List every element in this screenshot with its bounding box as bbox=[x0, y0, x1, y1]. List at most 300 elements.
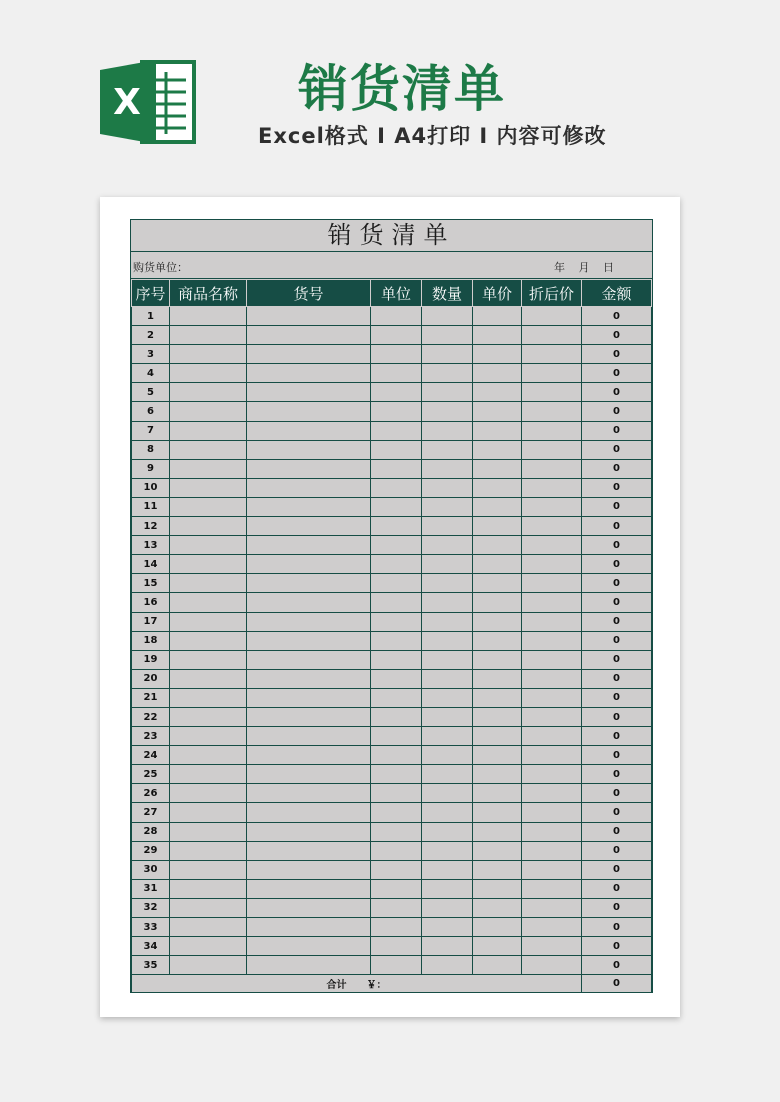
cell-amount[interactable]: 0 bbox=[582, 707, 652, 726]
page-subtitle: Excel格式 I A4打印 I 内容可修改 bbox=[258, 124, 607, 148]
col-header-no: 序号 bbox=[132, 280, 170, 307]
table-row bbox=[132, 574, 652, 593]
table-row bbox=[132, 879, 652, 898]
cell-product-name[interactable] bbox=[170, 326, 247, 345]
cell-no: 21 bbox=[132, 688, 170, 707]
table-row bbox=[132, 440, 652, 459]
cell-discount-price[interactable] bbox=[522, 459, 582, 478]
cell-discount-price[interactable] bbox=[522, 669, 582, 688]
cell-unit-price[interactable] bbox=[473, 707, 522, 726]
cell-amount[interactable]: 0 bbox=[582, 574, 652, 593]
cell-unit-price[interactable] bbox=[473, 364, 522, 383]
cell-product-name[interactable] bbox=[170, 364, 247, 383]
cell-unit[interactable] bbox=[371, 956, 422, 975]
cell-discount-price[interactable] bbox=[522, 879, 582, 898]
cell-unit-price[interactable] bbox=[473, 879, 522, 898]
cell-discount-price[interactable] bbox=[522, 688, 582, 707]
cell-discount-price[interactable] bbox=[522, 364, 582, 383]
cell-discount-price[interactable] bbox=[522, 727, 582, 746]
cell-product-name[interactable] bbox=[170, 497, 247, 516]
cell-product-name[interactable] bbox=[170, 707, 247, 726]
total-row bbox=[132, 975, 652, 993]
cell-quantity[interactable] bbox=[422, 822, 473, 841]
cell-product-name[interactable] bbox=[170, 574, 247, 593]
cell-quantity[interactable] bbox=[422, 650, 473, 669]
cell-no: 4 bbox=[132, 364, 170, 383]
table-row bbox=[132, 765, 652, 784]
cell-discount-price[interactable] bbox=[522, 421, 582, 440]
cell-no: 33 bbox=[132, 918, 170, 937]
cell-item-code[interactable] bbox=[247, 650, 371, 669]
cell-quantity[interactable] bbox=[422, 746, 473, 765]
cell-unit[interactable] bbox=[371, 536, 422, 555]
cell-amount[interactable]: 0 bbox=[582, 803, 652, 822]
cell-amount[interactable]: 0 bbox=[582, 345, 652, 364]
cell-quantity[interactable] bbox=[422, 707, 473, 726]
cell-item-code[interactable] bbox=[247, 421, 371, 440]
cell-unit[interactable] bbox=[371, 612, 422, 631]
cell-quantity[interactable] bbox=[422, 326, 473, 345]
cell-amount[interactable]: 0 bbox=[582, 459, 652, 478]
table-body bbox=[132, 307, 652, 975]
cell-product-name[interactable] bbox=[170, 898, 247, 917]
cell-unit[interactable] bbox=[371, 631, 422, 650]
cell-item-code[interactable] bbox=[247, 860, 371, 879]
cell-quantity[interactable] bbox=[422, 669, 473, 688]
col-header-unit: 单位 bbox=[371, 280, 422, 307]
cell-item-code[interactable] bbox=[247, 707, 371, 726]
cell-item-code[interactable] bbox=[247, 937, 371, 956]
cell-amount[interactable]: 0 bbox=[582, 536, 652, 555]
cell-unit-price[interactable] bbox=[473, 688, 522, 707]
cell-unit[interactable] bbox=[371, 707, 422, 726]
cell-unit[interactable] bbox=[371, 345, 422, 364]
cell-discount-price[interactable] bbox=[522, 574, 582, 593]
cell-unit-price[interactable] bbox=[473, 383, 522, 402]
cell-unit-price[interactable] bbox=[473, 669, 522, 688]
cell-product-name[interactable] bbox=[170, 746, 247, 765]
cell-unit[interactable] bbox=[371, 383, 422, 402]
cell-discount-price[interactable] bbox=[522, 517, 582, 536]
cell-no: 30 bbox=[132, 860, 170, 879]
cell-product-name[interactable] bbox=[170, 841, 247, 860]
cell-product-name[interactable] bbox=[170, 421, 247, 440]
cell-item-code[interactable] bbox=[247, 822, 371, 841]
cell-unit[interactable] bbox=[371, 669, 422, 688]
cell-unit-price[interactable] bbox=[473, 784, 522, 803]
cell-product-name[interactable] bbox=[170, 593, 247, 612]
cell-quantity[interactable] bbox=[422, 688, 473, 707]
cell-unit-price[interactable] bbox=[473, 536, 522, 555]
table-row bbox=[132, 459, 652, 478]
cell-item-code[interactable] bbox=[247, 918, 371, 937]
cell-unit[interactable] bbox=[371, 440, 422, 459]
cell-unit[interactable] bbox=[371, 574, 422, 593]
cell-no: 22 bbox=[132, 707, 170, 726]
cell-product-name[interactable] bbox=[170, 784, 247, 803]
cell-discount-price[interactable] bbox=[522, 593, 582, 612]
cell-amount[interactable]: 0 bbox=[582, 364, 652, 383]
cell-unit-price[interactable] bbox=[473, 478, 522, 497]
cell-unit-price[interactable] bbox=[473, 497, 522, 516]
cell-product-name[interactable] bbox=[170, 555, 247, 574]
cell-quantity[interactable] bbox=[422, 879, 473, 898]
cell-product-name[interactable] bbox=[170, 937, 247, 956]
cell-no: 34 bbox=[132, 937, 170, 956]
cell-amount[interactable]: 0 bbox=[582, 478, 652, 497]
cell-item-code[interactable] bbox=[247, 688, 371, 707]
cell-unit-price[interactable] bbox=[473, 345, 522, 364]
cell-discount-price[interactable] bbox=[522, 784, 582, 803]
cell-unit-price[interactable] bbox=[473, 765, 522, 784]
cell-item-code[interactable] bbox=[247, 898, 371, 917]
cell-no: 9 bbox=[132, 459, 170, 478]
cell-amount[interactable]: 0 bbox=[582, 383, 652, 402]
table-row bbox=[132, 555, 652, 574]
cell-unit[interactable] bbox=[371, 421, 422, 440]
cell-no: 35 bbox=[132, 956, 170, 975]
cell-quantity[interactable] bbox=[422, 727, 473, 746]
col-header-product-name: 商品名称 bbox=[170, 280, 247, 307]
cell-amount[interactable]: 0 bbox=[582, 421, 652, 440]
cell-product-name[interactable] bbox=[170, 440, 247, 459]
cell-item-code[interactable] bbox=[247, 879, 371, 898]
cell-item-code[interactable] bbox=[247, 478, 371, 497]
cell-amount[interactable]: 0 bbox=[582, 860, 652, 879]
cell-unit-price[interactable] bbox=[473, 555, 522, 574]
cell-product-name[interactable] bbox=[170, 536, 247, 555]
cell-amount[interactable]: 0 bbox=[582, 593, 652, 612]
cell-product-name[interactable] bbox=[170, 822, 247, 841]
cell-no: 27 bbox=[132, 803, 170, 822]
cell-amount[interactable]: 0 bbox=[582, 631, 652, 650]
cell-unit-price[interactable] bbox=[473, 650, 522, 669]
cell-no: 10 bbox=[132, 478, 170, 497]
cell-discount-price[interactable] bbox=[522, 402, 582, 421]
cell-unit[interactable] bbox=[371, 727, 422, 746]
cell-unit-price[interactable] bbox=[473, 746, 522, 765]
cell-no: 8 bbox=[132, 440, 170, 459]
cell-discount-price[interactable] bbox=[522, 497, 582, 516]
cell-no: 18 bbox=[132, 631, 170, 650]
cell-unit[interactable] bbox=[371, 784, 422, 803]
cell-no: 16 bbox=[132, 593, 170, 612]
cell-no: 11 bbox=[132, 497, 170, 516]
cell-discount-price[interactable] bbox=[522, 937, 582, 956]
cell-amount[interactable]: 0 bbox=[582, 727, 652, 746]
cell-unit[interactable] bbox=[371, 307, 422, 326]
cell-quantity[interactable] bbox=[422, 555, 473, 574]
cell-discount-price[interactable] bbox=[522, 383, 582, 402]
cell-amount[interactable]: 0 bbox=[582, 402, 652, 421]
table-row bbox=[132, 536, 652, 555]
cell-item-code[interactable] bbox=[247, 612, 371, 631]
cell-discount-price[interactable] bbox=[522, 860, 582, 879]
table-row bbox=[132, 688, 652, 707]
cell-unit[interactable] bbox=[371, 650, 422, 669]
cell-discount-price[interactable] bbox=[522, 536, 582, 555]
cell-discount-price[interactable] bbox=[522, 765, 582, 784]
cell-quantity[interactable] bbox=[422, 497, 473, 516]
cell-discount-price[interactable] bbox=[522, 841, 582, 860]
cell-quantity[interactable] bbox=[422, 898, 473, 917]
table-row bbox=[132, 841, 652, 860]
cell-item-code[interactable] bbox=[247, 746, 371, 765]
cell-item-code[interactable] bbox=[247, 307, 371, 326]
table-row bbox=[132, 669, 652, 688]
cell-quantity[interactable] bbox=[422, 440, 473, 459]
cell-item-code[interactable] bbox=[247, 765, 371, 784]
cell-discount-price[interactable] bbox=[522, 478, 582, 497]
cell-unit[interactable] bbox=[371, 879, 422, 898]
cell-product-name[interactable] bbox=[170, 402, 247, 421]
cell-amount[interactable]: 0 bbox=[582, 879, 652, 898]
cell-product-name[interactable] bbox=[170, 459, 247, 478]
cell-product-name[interactable] bbox=[170, 879, 247, 898]
cell-amount[interactable]: 0 bbox=[582, 898, 652, 917]
cell-amount[interactable]: 0 bbox=[582, 937, 652, 956]
cell-discount-price[interactable] bbox=[522, 918, 582, 937]
cell-no: 2 bbox=[132, 326, 170, 345]
cell-no: 12 bbox=[132, 517, 170, 536]
cell-unit-price[interactable] bbox=[473, 898, 522, 917]
cell-quantity[interactable] bbox=[422, 612, 473, 631]
cell-unit-price[interactable] bbox=[473, 841, 522, 860]
cell-unit[interactable] bbox=[371, 898, 422, 917]
table-row bbox=[132, 956, 652, 975]
cell-product-name[interactable] bbox=[170, 727, 247, 746]
cell-quantity[interactable] bbox=[422, 593, 473, 612]
cell-unit-price[interactable] bbox=[473, 860, 522, 879]
cell-unit-price[interactable] bbox=[473, 574, 522, 593]
cell-amount[interactable]: 0 bbox=[582, 822, 652, 841]
cell-unit-price[interactable] bbox=[473, 593, 522, 612]
cell-unit-price[interactable] bbox=[473, 822, 522, 841]
cell-no: 23 bbox=[132, 727, 170, 746]
cell-product-name[interactable] bbox=[170, 918, 247, 937]
cell-unit[interactable] bbox=[371, 326, 422, 345]
cell-unit[interactable] bbox=[371, 402, 422, 421]
cell-discount-price[interactable] bbox=[522, 612, 582, 631]
cell-unit-price[interactable] bbox=[473, 727, 522, 746]
cell-unit[interactable] bbox=[371, 459, 422, 478]
cell-unit[interactable] bbox=[371, 593, 422, 612]
col-header-quantity: 数量 bbox=[422, 280, 473, 307]
total-amount[interactable]: 0 bbox=[582, 975, 652, 993]
cell-quantity[interactable] bbox=[422, 803, 473, 822]
cell-amount[interactable]: 0 bbox=[582, 440, 652, 459]
cell-unit[interactable] bbox=[371, 497, 422, 516]
cell-quantity[interactable] bbox=[422, 517, 473, 536]
cell-amount[interactable]: 0 bbox=[582, 497, 652, 516]
cell-item-code[interactable] bbox=[247, 440, 371, 459]
cell-unit-price[interactable] bbox=[473, 326, 522, 345]
cell-amount[interactable]: 0 bbox=[582, 650, 652, 669]
cell-amount[interactable]: 0 bbox=[582, 688, 652, 707]
cell-quantity[interactable] bbox=[422, 574, 473, 593]
cell-amount[interactable]: 0 bbox=[582, 326, 652, 345]
cell-no: 29 bbox=[132, 841, 170, 860]
cell-amount[interactable]: 0 bbox=[582, 918, 652, 937]
sales-table bbox=[131, 279, 652, 992]
cell-item-code[interactable] bbox=[247, 497, 371, 516]
cell-discount-price[interactable] bbox=[522, 803, 582, 822]
cell-unit[interactable] bbox=[371, 364, 422, 383]
cell-item-code[interactable] bbox=[247, 574, 371, 593]
cell-amount[interactable]: 0 bbox=[582, 612, 652, 631]
cell-unit-price[interactable] bbox=[473, 421, 522, 440]
cell-item-code[interactable] bbox=[247, 727, 371, 746]
cell-item-code[interactable] bbox=[247, 631, 371, 650]
cell-quantity[interactable] bbox=[422, 364, 473, 383]
cell-unit-price[interactable] bbox=[473, 918, 522, 937]
cell-unit[interactable] bbox=[371, 918, 422, 937]
cell-product-name[interactable] bbox=[170, 669, 247, 688]
cell-amount[interactable]: 0 bbox=[582, 746, 652, 765]
cell-product-name[interactable] bbox=[170, 688, 247, 707]
cell-quantity[interactable] bbox=[422, 937, 473, 956]
cell-item-code[interactable] bbox=[247, 803, 371, 822]
cell-amount[interactable]: 0 bbox=[582, 307, 652, 326]
table-row bbox=[132, 478, 652, 497]
date-label: 年 月 日 bbox=[554, 261, 614, 274]
cell-discount-price[interactable] bbox=[522, 650, 582, 669]
cell-no: 14 bbox=[132, 555, 170, 574]
cell-unit[interactable] bbox=[371, 937, 422, 956]
table-row bbox=[132, 612, 652, 631]
cell-unit[interactable] bbox=[371, 746, 422, 765]
cell-item-code[interactable] bbox=[247, 383, 371, 402]
cell-quantity[interactable] bbox=[422, 459, 473, 478]
cell-quantity[interactable] bbox=[422, 784, 473, 803]
cell-amount[interactable]: 0 bbox=[582, 956, 652, 975]
cell-discount-price[interactable] bbox=[522, 555, 582, 574]
excel-logo-icon bbox=[100, 58, 198, 146]
cell-item-code[interactable] bbox=[247, 956, 371, 975]
cell-discount-price[interactable] bbox=[522, 631, 582, 650]
cell-item-code[interactable] bbox=[247, 669, 371, 688]
cell-product-name[interactable] bbox=[170, 383, 247, 402]
cell-unit-price[interactable] bbox=[473, 956, 522, 975]
cell-item-code[interactable] bbox=[247, 784, 371, 803]
cell-quantity[interactable] bbox=[422, 631, 473, 650]
cell-unit-price[interactable] bbox=[473, 459, 522, 478]
cell-discount-price[interactable] bbox=[522, 746, 582, 765]
cell-discount-price[interactable] bbox=[522, 898, 582, 917]
cell-discount-price[interactable] bbox=[522, 440, 582, 459]
cell-item-code[interactable] bbox=[247, 517, 371, 536]
cell-item-code[interactable] bbox=[247, 345, 371, 364]
cell-quantity[interactable] bbox=[422, 536, 473, 555]
cell-unit-price[interactable] bbox=[473, 803, 522, 822]
cell-item-code[interactable] bbox=[247, 459, 371, 478]
sales-list-sheet bbox=[130, 219, 653, 993]
sheet-title: 销货清单 bbox=[131, 220, 652, 252]
cell-unit[interactable] bbox=[371, 688, 422, 707]
cell-unit-price[interactable] bbox=[473, 517, 522, 536]
meta-row bbox=[131, 252, 652, 279]
cell-unit-price[interactable] bbox=[473, 440, 522, 459]
cell-unit-price[interactable] bbox=[473, 631, 522, 650]
col-header-amount: 金额 bbox=[582, 280, 652, 307]
cell-quantity[interactable] bbox=[422, 345, 473, 364]
cell-product-name[interactable] bbox=[170, 307, 247, 326]
cell-amount[interactable]: 0 bbox=[582, 555, 652, 574]
cell-quantity[interactable] bbox=[422, 478, 473, 497]
cell-quantity[interactable] bbox=[422, 402, 473, 421]
cell-product-name[interactable] bbox=[170, 345, 247, 364]
cell-discount-price[interactable] bbox=[522, 956, 582, 975]
cell-unit-price[interactable] bbox=[473, 937, 522, 956]
cell-no: 6 bbox=[132, 402, 170, 421]
cell-quantity[interactable] bbox=[422, 307, 473, 326]
cell-product-name[interactable] bbox=[170, 860, 247, 879]
cell-unit[interactable] bbox=[371, 860, 422, 879]
cell-amount[interactable]: 0 bbox=[582, 765, 652, 784]
col-header-unit-price: 单价 bbox=[473, 280, 522, 307]
cell-discount-price[interactable] bbox=[522, 345, 582, 364]
cell-unit[interactable] bbox=[371, 841, 422, 860]
cell-quantity[interactable] bbox=[422, 860, 473, 879]
cell-quantity[interactable] bbox=[422, 383, 473, 402]
cell-quantity[interactable] bbox=[422, 841, 473, 860]
cell-discount-price[interactable] bbox=[522, 307, 582, 326]
cell-product-name[interactable] bbox=[170, 765, 247, 784]
cell-item-code[interactable] bbox=[247, 841, 371, 860]
cell-unit-price[interactable] bbox=[473, 307, 522, 326]
cell-unit[interactable] bbox=[371, 555, 422, 574]
cell-unit[interactable] bbox=[371, 765, 422, 784]
cell-discount-price[interactable] bbox=[522, 707, 582, 726]
cell-unit[interactable] bbox=[371, 803, 422, 822]
cell-quantity[interactable] bbox=[422, 918, 473, 937]
cell-discount-price[interactable] bbox=[522, 326, 582, 345]
cell-product-name[interactable] bbox=[170, 478, 247, 497]
cell-product-name[interactable] bbox=[170, 612, 247, 631]
cell-item-code[interactable] bbox=[247, 326, 371, 345]
cell-unit-price[interactable] bbox=[473, 612, 522, 631]
cell-no: 17 bbox=[132, 612, 170, 631]
cell-amount[interactable]: 0 bbox=[582, 669, 652, 688]
table-row bbox=[132, 918, 652, 937]
table-row bbox=[132, 497, 652, 516]
cell-unit-price[interactable] bbox=[473, 402, 522, 421]
cell-no: 5 bbox=[132, 383, 170, 402]
cell-no: 1 bbox=[132, 307, 170, 326]
cell-item-code[interactable] bbox=[247, 536, 371, 555]
cell-item-code[interactable] bbox=[247, 555, 371, 574]
cell-unit[interactable] bbox=[371, 517, 422, 536]
cell-quantity[interactable] bbox=[422, 765, 473, 784]
cell-item-code[interactable] bbox=[247, 364, 371, 383]
cell-product-name[interactable] bbox=[170, 803, 247, 822]
cell-product-name[interactable] bbox=[170, 650, 247, 669]
cell-amount[interactable]: 0 bbox=[582, 841, 652, 860]
cell-quantity[interactable] bbox=[422, 956, 473, 975]
cell-quantity[interactable] bbox=[422, 421, 473, 440]
cell-amount[interactable]: 0 bbox=[582, 517, 652, 536]
cell-item-code[interactable] bbox=[247, 593, 371, 612]
cell-unit[interactable] bbox=[371, 822, 422, 841]
cell-product-name[interactable] bbox=[170, 956, 247, 975]
cell-unit[interactable] bbox=[371, 478, 422, 497]
cell-product-name[interactable] bbox=[170, 631, 247, 650]
cell-no: 3 bbox=[132, 345, 170, 364]
cell-discount-price[interactable] bbox=[522, 822, 582, 841]
cell-item-code[interactable] bbox=[247, 402, 371, 421]
cell-amount[interactable]: 0 bbox=[582, 784, 652, 803]
cell-product-name[interactable] bbox=[170, 517, 247, 536]
